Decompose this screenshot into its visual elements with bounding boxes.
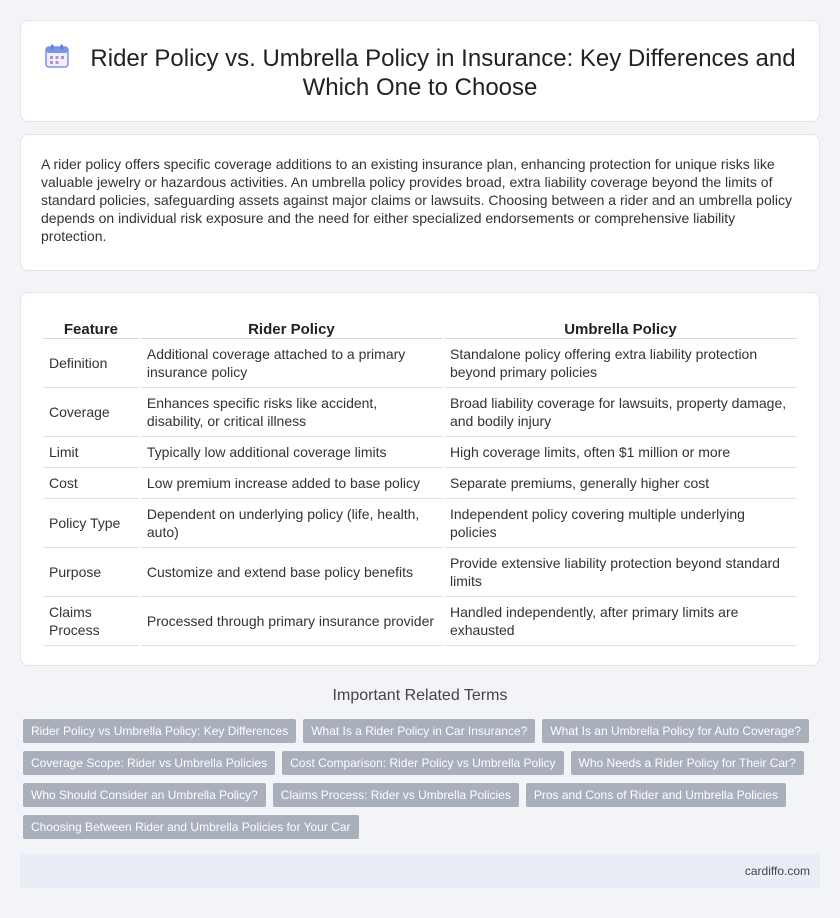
rider-cell: Dependent on underlying policy (life, health, auto) [141,499,442,548]
related-term-tag[interactable]: Pros and Cons of Rider and Umbrella Policies [526,783,786,807]
feature-cell: Definition [43,339,139,388]
rider-cell: Low premium increase added to base policy [141,468,442,499]
related-term-tag[interactable]: Rider Policy vs Umbrella Policy: Key Differences [23,719,296,743]
page-title-text: Rider Policy vs. Umbrella Policy in Insurance: Key Differences and Which One to Choose [90,45,796,101]
feature-cell: Cost [43,468,139,499]
feature-cell: Policy Type [43,499,139,548]
comparison-card [20,292,820,666]
intro-card [20,134,820,271]
header-umbrella-policy: Umbrella Policy [444,313,797,339]
title-wrap [21,43,819,102]
comparison-table [41,313,799,646]
related-term-tag[interactable]: What Is a Rider Policy in Car Insurance? [303,719,535,743]
table-row [43,468,797,499]
umbrella-cell: Broad liability coverage for lawsuits, property damage, and bodily injury [444,388,797,437]
header-feature: Feature [43,313,139,339]
related-term-tag[interactable]: Who Should Consider an Umbrella Policy? [23,783,266,807]
related-term-tag[interactable]: Claims Process: Rider vs Umbrella Policies [273,783,519,807]
feature-cell: Limit [43,437,139,468]
umbrella-cell: Provide extensive liability protection beyond standard limits [444,548,797,597]
rider-cell: Enhances specific risks like accident, disability, or critical illness [141,388,442,437]
feature-cell: Claims Process [43,597,139,646]
feature-cell: Coverage [43,388,139,437]
rider-cell: Customize and extend base policy benefits [141,548,442,597]
rider-cell: Additional coverage attached to a primary insurance policy [141,339,442,388]
feature-cell: Purpose [43,548,139,597]
table-row [43,597,797,646]
footer-site-link[interactable]: cardiffo.com [744,864,810,878]
related-terms-list [23,719,820,839]
related-term-tag[interactable]: Coverage Scope: Rider vs Umbrella Policies [23,751,275,775]
table-row [43,548,797,597]
related-term-tag[interactable]: Choosing Between Rider and Umbrella Policies for Your Car [23,815,359,839]
related-term-tag[interactable]: What Is an Umbrella Policy for Auto Coverage? [542,719,809,743]
table-row [43,388,797,437]
table-row [43,339,797,388]
calendar-icon [44,43,70,69]
related-term-tag[interactable]: Who Needs a Rider Policy for Their Car? [571,751,804,775]
related-terms-title: Important Related Terms [332,687,508,704]
related-term-tag[interactable]: Cost Comparison: Rider Policy vs Umbrella Policy [282,751,563,775]
table-header-row [43,313,797,339]
page-title [21,43,819,102]
table-row [43,437,797,468]
umbrella-cell: Separate premiums, generally higher cost [444,468,797,499]
table-row [43,499,797,548]
umbrella-cell: Standalone policy offering extra liability protection beyond primary policies [444,339,797,388]
header-rider-policy: Rider Policy [141,313,442,339]
footer [20,854,820,888]
rider-cell: Processed through primary insurance provider [141,597,442,646]
intro-paragraph: A rider policy offers specific coverage additions to an existing insurance plan, enhancing protection for unique risks like valuable jewelry or hazardous activities. An umbrella policy provides broad, extra liability coverage beyond the limits of standard policies, safeguarding assets against major claims or lawsuits. Choosing between a rider and an umbrella policy depends on individual risk exposure and the need for either specialized endorsements or comprehensive liability protection. [41,156,792,244]
rider-cell: Typically low additional coverage limits [141,437,442,468]
umbrella-cell: High coverage limits, often $1 million or more [444,437,797,468]
title-card [20,20,820,122]
umbrella-cell: Handled independently, after primary limits are exhausted [444,597,797,646]
umbrella-cell: Independent policy covering multiple underlying policies [444,499,797,548]
